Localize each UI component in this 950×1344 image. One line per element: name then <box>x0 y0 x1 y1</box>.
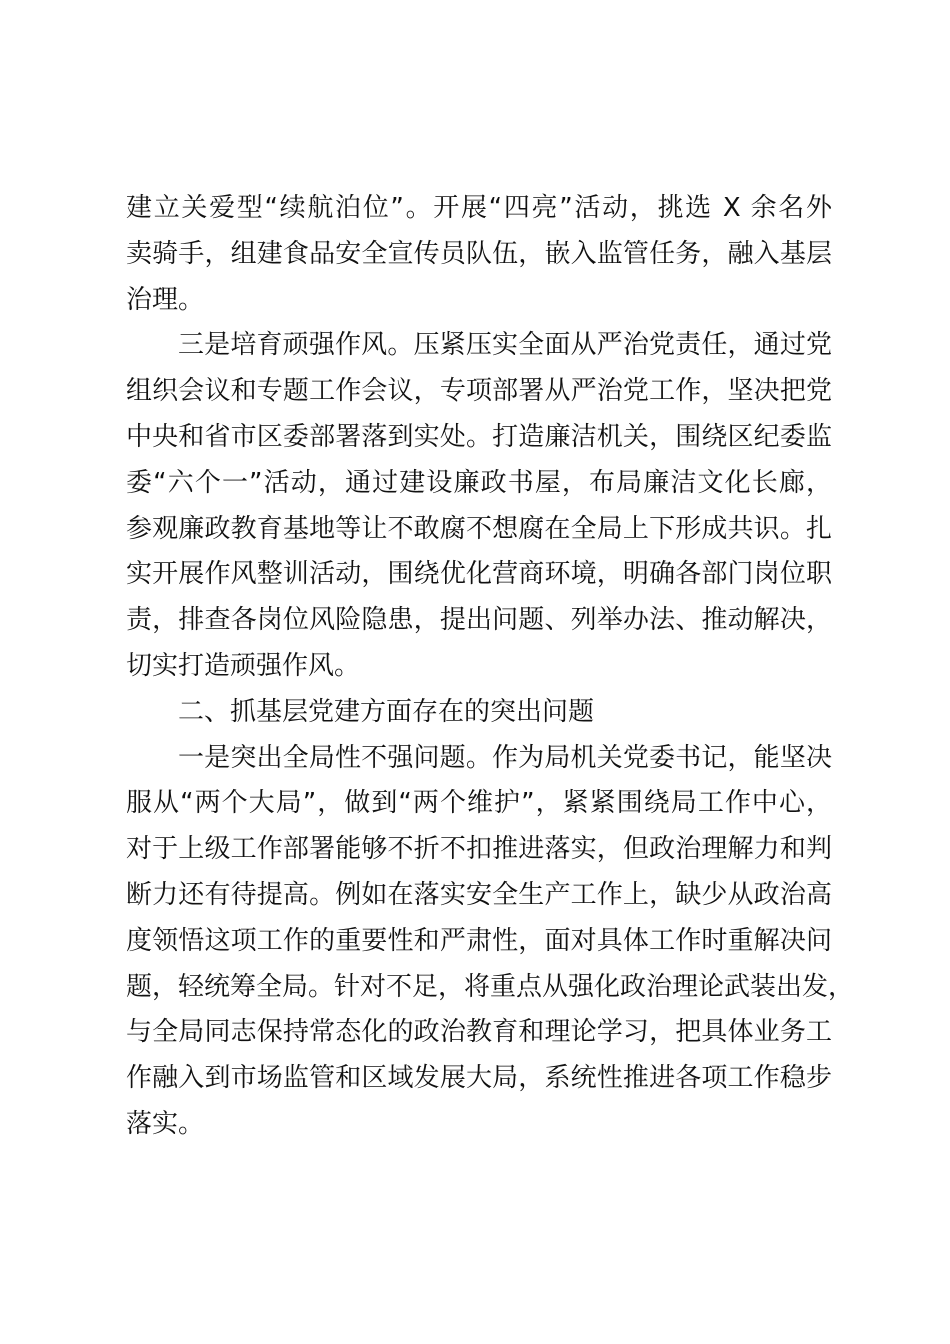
text-line: 建立关爱型“续航泊位”。开展“四亮”活动，挑选 X 余名外 <box>126 193 832 223</box>
text-line: 委“六个一”活动，通过建设廉政书屋，布局廉洁文化长廊， <box>126 467 832 498</box>
text-line: 对于上级工作部署能够不折不扣推进落实，但政治理解力和判 <box>126 834 832 865</box>
text-line: 一是突出全局性不强问题。作为局机关党委书记，能坚决 <box>178 742 832 773</box>
paragraph-issue-one <box>126 736 855 1148</box>
text-line: 度领悟这项工作的重要性和严肃性，面对具体工作时重解决问 <box>126 925 832 956</box>
text-line: 服从“两个大局”，做到“两个维护”，紧紧围绕局工作中心， <box>126 788 832 819</box>
text-line: 责，排查各岗位风险隐患，提出问题、列举办法、推动解决， <box>126 605 832 636</box>
text-line: 作融入到市场监管和区域发展大局，系统性推进各项工作稳步 <box>126 1063 832 1094</box>
paragraph-cultivate-style <box>126 323 832 689</box>
text-line: 治理。 <box>126 284 205 315</box>
text-line: 实开展作风整训活动，围绕优化营商环境，明确各部门岗位职 <box>126 559 832 590</box>
text-line: 切实打造顽强作风。 <box>126 650 361 681</box>
section-heading <box>126 690 832 736</box>
text-line: 三是培育顽强作风。压紧压实全面从严治党责任，通过党 <box>178 330 832 361</box>
text-line: 与全局同志保持常态化的政治教育和理论学习，把具体业务工 <box>126 1017 832 1048</box>
paragraph-continuation <box>126 186 832 323</box>
text-line: 卖骑手，组建食品安全宣传员队伍，嵌入监管任务，融入基层 <box>126 238 832 269</box>
text-line: 断力还有待提高。例如在落实安全生产工作上，缺少从政治高 <box>126 879 832 910</box>
text-line: 落实。 <box>126 1108 205 1139</box>
document-body <box>126 186 855 1148</box>
text-line: 中央和省市区委部署落到实处。打造廉洁机关，围绕区纪委监 <box>126 421 832 452</box>
text-line: 题，轻统筹全局。针对不足，将重点从强化政治理论武装出发， <box>126 971 855 1002</box>
section-heading-text: 二、抓基层党建方面存在的突出问题 <box>178 696 595 727</box>
text-line: 参观廉政教育基地等让不敢腐不想腐在全局上下形成共识。扎 <box>126 513 832 544</box>
text-line: 组织会议和专题工作会议，专项部署从严治党工作，坚决把党 <box>126 376 832 407</box>
